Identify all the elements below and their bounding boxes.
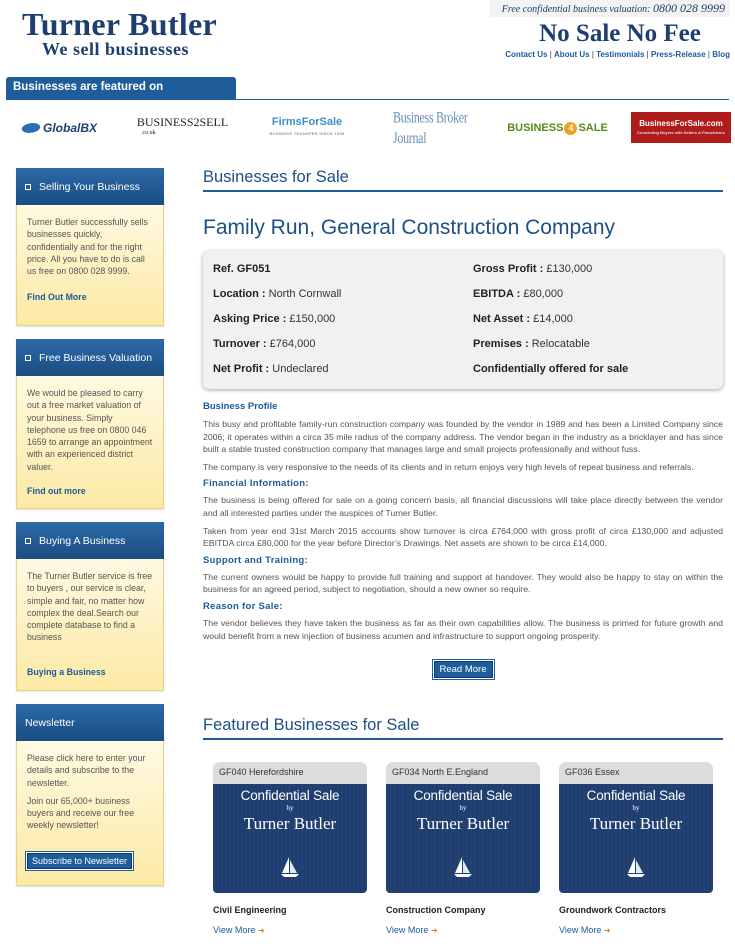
sidebar-box-text: Turner Butler successfully sells businesses quickly, confidentially and for the right price. All you have to do is call us free on 0800 028 9999. [27, 217, 148, 277]
square-bullet-icon [25, 538, 31, 544]
globalbx-swoosh-icon [20, 123, 42, 133]
read-more-button[interactable]: Read More [434, 661, 493, 678]
detail-location: Location : North Cornwall [213, 288, 342, 300]
sidebar [16, 168, 164, 899]
logo-tagline: We sell businesses [42, 39, 190, 59]
page-section-title: Businesses for Sale [203, 168, 723, 192]
square-bullet-icon [25, 355, 31, 361]
valuation-phone[interactable]: 0800 028 9999 [653, 1, 725, 15]
business-profile-heading: Business Profile [203, 401, 278, 412]
globalbx-logo[interactable]: GlobalBX [12, 108, 107, 148]
logo-title: Turner Butler [22, 6, 218, 42]
no-sale-no-fee: No Sale No Fee [539, 20, 701, 47]
nav-about-us[interactable]: About Us [554, 50, 590, 59]
confidential-sale-image[interactable]: Confidential Sale by Turner Butler [213, 784, 367, 893]
buying-a-business-box [16, 522, 164, 691]
view-more-link[interactable]: View More ➜ [559, 925, 611, 936]
newsletter-text[interactable]: Please click here to enter your details and subscribe to the newsletter. [27, 753, 146, 788]
partner-logos [0, 108, 735, 148]
card-ref: GF034 North E.England [386, 762, 540, 784]
detail-net-profit: Net Profit : Undeclared [213, 363, 329, 375]
arrow-right-icon: ➜ [257, 926, 265, 936]
newsletter-box [16, 704, 164, 886]
detail-confidential: Confidentially offered for sale [473, 363, 629, 375]
view-more-link[interactable]: View More ➜ [213, 925, 265, 936]
arrow-right-icon: ➜ [603, 926, 611, 936]
support-paragraph: The current owners would be happy to provide full training and support at handover. They would also be happy to stay on within the business for an agreed period, subject to negotiation, should a new owner so require. [203, 571, 723, 595]
card-name: Groundwork Contractors [559, 905, 667, 916]
confidential-sale-image[interactable]: Confidential Sale by Turner Butler [386, 784, 540, 893]
main-content [203, 168, 723, 936]
sailboat-icon [279, 856, 301, 878]
financial-heading: Financial Information: [203, 478, 309, 490]
valuation-label: Free confidential business valuation: [501, 4, 651, 15]
profile-paragraph: This busy and profitable family-run construction company was founded by the vendor in 1989 and has been a Limited Company since 2006; it operates within a circa 35 mile radius of the company address. The vendor began in the industry as a bricklayer and has since built a stable trusted construction company that manages large and small projects professionally and without fuss. [203, 419, 723, 455]
find-out-more-link[interactable]: Find out more [27, 486, 86, 497]
subscribe-newsletter-button[interactable]: Subscribe to Newsletter [27, 853, 132, 869]
nav-press-release[interactable]: Press-Release [650, 50, 706, 59]
sidebar-box-text: The Turner Butler service is free to buyers , our service is clear, simple and fair, no matter how complex the deal.Search our complete database to find a business [27, 571, 153, 643]
card-name: Civil Engineering [213, 905, 287, 916]
newsletter-text: Join our 65,000+ business buyers and receive our free weekly newsletter! [27, 795, 135, 831]
sidebar-box-text: We would be pleased to carry out a free market valuation of your business. Simply telephone us free on 0800 046 1659 to arrange an appointment with an experienced district valuer. [27, 388, 153, 472]
find-out-more-link[interactable]: Find Out More [27, 292, 87, 303]
valuation-banner [490, 0, 730, 17]
card-ref: GF040 Herefordshire [213, 762, 367, 784]
buying-a-business-link[interactable]: Buying a Business [27, 666, 106, 677]
card-ref: GF036 Essex [559, 762, 713, 784]
reason-paragraph: The vendor believes they have taken the business as far as their own capabilities allow. The business is primed for future growth and would benefit from a new injection of business acumen and infrastructure to support ongoing prosperity. [203, 617, 723, 641]
view-more-link[interactable]: View More ➜ [386, 925, 438, 936]
sidebar-box-header[interactable]: Free Business Valuation [16, 339, 164, 376]
nav-contact-us[interactable]: Contact Us [505, 50, 548, 59]
businessforsale-logo[interactable]: BusinessForSale.com Connecting Buyers with Sellers & Franchisors [631, 112, 731, 143]
firmsforsale-logo[interactable]: FirmsForSale BUSINESS TRANSFER SINCE 1998 [269, 116, 345, 136]
sailboat-icon [452, 856, 474, 878]
top-nav: Contact Us | About Us | Testimonials | Press-Release | Blog [505, 50, 730, 59]
detail-turnover: Turnover : £764,000 [213, 338, 316, 350]
sidebar-box-header[interactable]: Selling Your Business [16, 168, 164, 205]
detail-ref: Ref. GF051 [213, 263, 271, 275]
selling-your-business-box [16, 168, 164, 326]
featured-on-divider [6, 99, 729, 100]
header-right [490, 0, 730, 59]
business4sale-logo[interactable]: BUSINESS 4 SALE [507, 122, 608, 134]
detail-gross-profit: Gross Profit : £130,000 [473, 263, 593, 275]
nav-testimonials[interactable]: Testimonials [596, 50, 645, 59]
confidential-sale-image[interactable]: Confidential Sale by Turner Butler [559, 784, 713, 893]
square-bullet-icon [25, 184, 31, 190]
business-title: Family Run, General Construction Company [203, 216, 616, 239]
card-name: Construction Company [386, 905, 486, 916]
detail-ebitda: EBITDA : £80,000 [473, 288, 564, 300]
business2sell-logo[interactable]: BUSINESS2SELL .co.uk [136, 115, 229, 136]
free-valuation-box [16, 339, 164, 509]
detail-premises: Premises : Relocatable [473, 338, 590, 350]
featured-businesses-title: Featured Businesses for Sale [203, 716, 723, 740]
featured-on-heading: Businesses are featured on [6, 77, 236, 99]
nav-blog[interactable]: Blog [712, 50, 730, 59]
featured-card[interactable] [386, 762, 540, 935]
featured-card[interactable] [213, 762, 367, 935]
sidebar-box-header[interactable]: Newsletter [16, 704, 164, 741]
detail-net-asset: Net Asset : £14,000 [473, 313, 573, 325]
business-details-panel [203, 251, 723, 389]
profile-paragraph: The company is very responsive to the needs of its clients and in return enjoys very high levels of repeat business and referrals. [203, 461, 694, 472]
detail-asking-price: Asking Price : £150,000 [213, 313, 336, 325]
arrow-right-icon: ➜ [430, 926, 438, 936]
featured-card[interactable] [559, 762, 713, 935]
reason-heading: Reason for Sale: [203, 600, 283, 612]
sidebar-box-header[interactable]: Buying A Business [16, 522, 164, 559]
business-broker-journal-logo[interactable]: Business Broker Journal [393, 107, 468, 147]
financial-paragraph: The business is being offered for sale on a going concern basis, all financial discussions will take place directly between the vendor and all interested parties under the auspices of Turner Butler. [203, 495, 723, 518]
logo[interactable] [22, 8, 217, 58]
sailboat-icon [625, 856, 647, 878]
financial-paragraph: Taken from year end 31st March 2015 accounts show turnover is circa £764,000 with gross profit of circa £130,000 and adjusted EBITDA circa £80,000 for the year before Director’s Drawings. Net assets are shown to be circa £14,000. [203, 525, 723, 549]
support-heading: Support and Training: [203, 554, 308, 566]
featured-cards [203, 762, 723, 936]
